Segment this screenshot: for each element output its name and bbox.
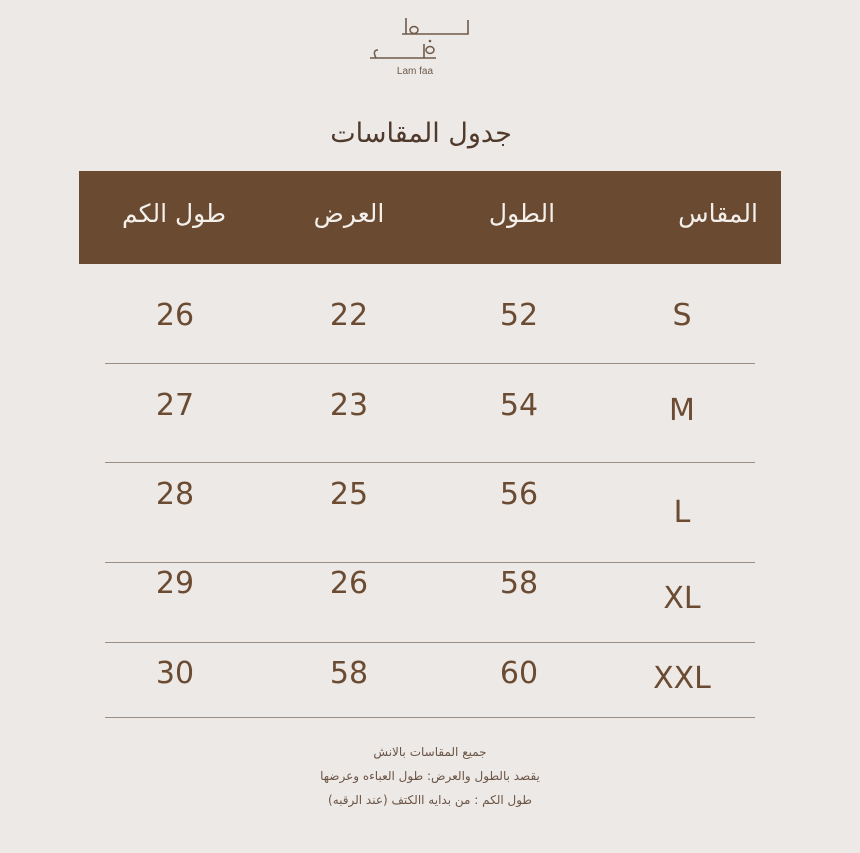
header-width: العرض — [313, 199, 385, 228]
note-sleeve: طول الكم : من بدايه االكتف (عند الرقبه) — [328, 793, 532, 807]
cell-size: XL — [663, 581, 701, 616]
cell-sleeve: 28 — [155, 477, 195, 512]
cell-width: 25 — [329, 477, 369, 512]
header-length: الطول — [488, 199, 556, 228]
cell-size: M — [669, 393, 695, 428]
note-units: جميع المقاسات بالانش — [373, 745, 487, 759]
note-definition: يقصد بالطول والعرض: طول العباءه وعرضها — [320, 769, 540, 783]
cell-length: 58 — [499, 566, 539, 601]
cell-length: 54 — [499, 388, 539, 423]
row-divider — [105, 562, 755, 563]
brand-logo — [340, 10, 490, 85]
cell-width: 23 — [329, 388, 369, 423]
row-divider — [105, 462, 755, 463]
cell-width: 22 — [329, 298, 369, 333]
cell-size: S — [672, 298, 692, 333]
row-divider — [105, 363, 755, 364]
page-title: جدول المقاسات — [330, 118, 512, 149]
cell-sleeve: 26 — [155, 298, 195, 333]
cell-size: XXL — [653, 661, 711, 696]
cell-length: 60 — [499, 656, 539, 691]
header-sleeve: طول الكم — [122, 199, 226, 228]
cell-sleeve: 30 — [155, 656, 195, 691]
cell-length: 56 — [499, 477, 539, 512]
table-header — [79, 171, 781, 264]
cell-length: 52 — [499, 298, 539, 333]
cell-sleeve: 27 — [155, 388, 195, 423]
row-divider — [105, 717, 755, 718]
cell-sleeve: 29 — [155, 566, 195, 601]
row-divider — [105, 642, 755, 643]
brand-logo-mark — [340, 10, 490, 66]
header-size: المقاس — [678, 199, 758, 228]
cell-width: 26 — [329, 566, 369, 601]
cell-size: L — [673, 495, 691, 530]
cell-width: 58 — [329, 656, 369, 691]
brand-latin-name: Lam faa — [396, 66, 434, 77]
